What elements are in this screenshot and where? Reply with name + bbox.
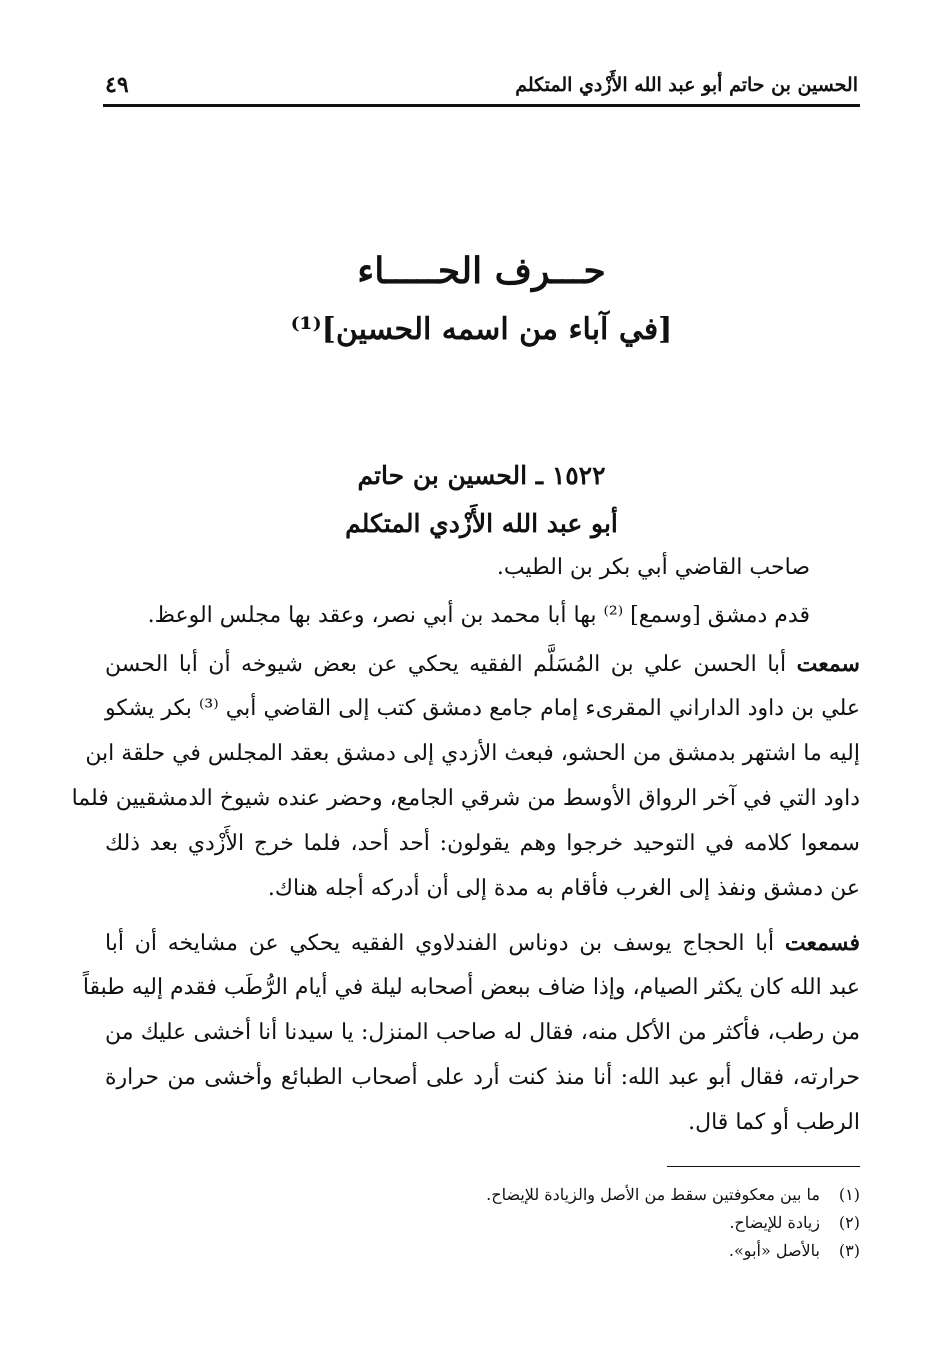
running-title: الحسين بن حاتم أبو عبد الله الأَزْدي المتكلم (515, 74, 858, 96)
line-text: أبا الحجاج يوسف بن دوناس الفندلاوي الفقيه يحكي عن مشايخه أن أبا (105, 931, 775, 956)
text-line: إليه ما اشتهر بدمشق من الحشو، فبعث الأزدي إلى دمشق بعقد المجلس في حلقة ابن (85, 741, 860, 766)
line-text: أبا الحسن علي بن المُسَلَّم الفقيه يحكي عن بعض شيوخه أن أبا الحسن (105, 652, 787, 677)
running-header (105, 72, 858, 102)
text-line (105, 930, 860, 956)
entry-heading-name: ١٥٢٢ ـ الحسين بن حاتم (357, 461, 606, 490)
footnote-number: (٢) (838, 1213, 860, 1232)
text-line (105, 651, 860, 677)
footnote-number: (١) (838, 1185, 860, 1204)
lead-word: سمعت (796, 651, 860, 677)
footnote-text: ما بين معكوفتين سقط من الأصل والزيادة للإيضاح. (486, 1185, 820, 1204)
text-line: داود التي في آخر الرواق الأوسط من شرقي الجامع، وحضر عنده شيوخ الدمشقيين فلما (71, 786, 860, 811)
page-number: ٤٩ (105, 72, 129, 98)
footnote-1 (486, 1185, 860, 1204)
text-line: عبد الله كان يكثر الصيام، وإذا ضاف ببعض أصحابه ليلة في أيام الرُّطَب فقدم إليه طبقاً (82, 975, 860, 1000)
text-line: من رطب، فأكثر من الأكل منه، فقال له صاحب المنزل: يا سيدنا أنا أخشى عليك من (105, 1020, 860, 1045)
text-line: صاحب القاضي أبي بكر بن الطيب. (496, 555, 810, 580)
footnote-number: (٣) (838, 1241, 860, 1260)
header-rule (103, 104, 860, 107)
text-line: سمعوا كلامه في التوحيد خرجوا وهم يقولون: أحد أحد، فلما خرج الأَزْدي بعد ذلك (105, 831, 860, 856)
chapter-title: حـــرف الحـــــاء (357, 250, 606, 292)
footnote-text: بالأصل «أبو». (728, 1241, 820, 1260)
text-line: قدم دمشق [وسمع] ⁽²⁾ بها أبا محمد بن أبي نصر، وعقد بها مجلس الوعظ. (147, 603, 810, 628)
text-line: حرارته، فقال أبو عبد الله: أنا منذ كنت أرد على أصحاب الطبائع وأخشى من حرارة (105, 1065, 860, 1090)
text-line: الرطب أو كما قال. (688, 1110, 860, 1135)
text-line: علي بن داود الداراني المقرىء إمام جامع دمشق كتب إلى القاضي أبي ⁽³⁾ بكر يشكو (105, 696, 860, 721)
entry-heading-kunya: أبو عبد الله الأَزْدي المتكلم (345, 509, 618, 538)
footnote-rule (667, 1166, 860, 1167)
text-line: عن دمشق ونفذ إلى الغرب فأقام به مدة إلى أن أدركه أجله هناك. (267, 876, 860, 901)
chapter-subtitle: [في آباء من اسمه الحسين]⁽¹⁾ (290, 312, 673, 347)
footnote-2 (729, 1213, 860, 1232)
footnote-text: زيادة للإيضاح. (729, 1213, 820, 1232)
footnote-3 (729, 1241, 860, 1260)
lead-word: فسمعت (784, 930, 860, 956)
